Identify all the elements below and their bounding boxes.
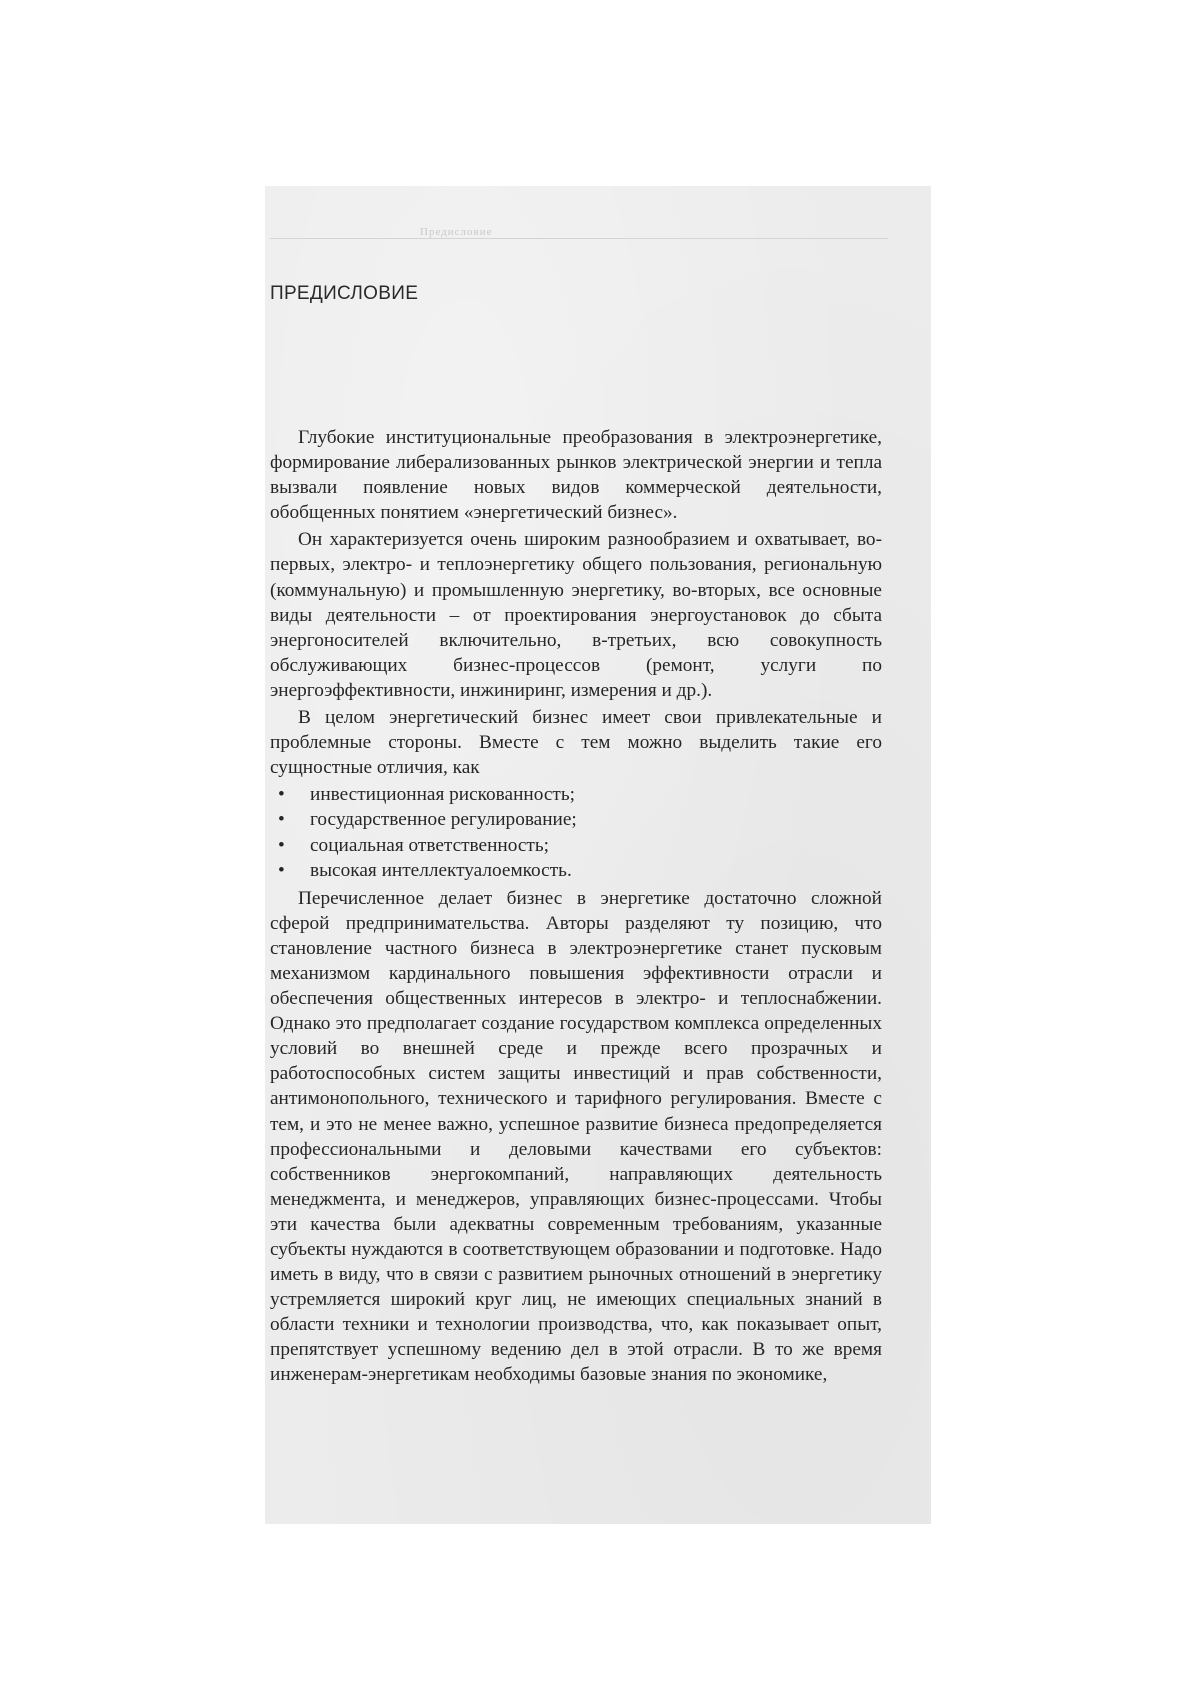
bullet-icon: • — [278, 809, 285, 831]
running-header: Предисловие — [420, 226, 493, 238]
list-item-text: государственное регулирование; — [310, 809, 577, 831]
list-item-text: инвестиционная рискованность; — [310, 784, 575, 806]
paragraph-3: В целом энергетический бизнес имеет свои привлекательные и проблемные стороны. Вместе с тем можно выделить такие его сущностные отличия, как — [270, 707, 882, 779]
paragraph-2: Он характеризуется очень широким разнообразием и охватывает, во-первых, электро- и теплоэнергетику общего пользования, региональную (коммунальную) и промышленную энергетику, во-вторых, все основные виды деятельности – от проектирования энергоустановок до сбыта энергоносителей включительно, в-третьих, всю совокупность обслуживающих бизнес-процессов (ремонт, услуги по энергоэффективности, инжиниринг, измерения и др.). — [270, 529, 882, 701]
paragraph-4: Перечисленное делает бизнес в энергетике достаточно сложной сферой предпринимательства. Авторы разделяют ту позицию, что становление частного бизнеса в электроэнергетике станет пусковым механизмом кардинального повышения эффективности отрасли и обеспечения общественных интересов в электро- и теплоснабжении. Однако это предполагает создание государством комплекса определенных условий во внешней среде и прежде всего прозрачных и работоспособных систем защиты инвестиций и прав собственности, антимонопольного, технического и тарифного регулирования. Вместе с тем, и это не менее важно, успешное развитие бизнеса предопределяется профессиональными и деловыми качествами его субъектов: собственников энергокомпаний, направляющих деятельность менеджмента, и менеджеров, управляющих бизнес-процессами. Чтобы эти качества были адекватны современным требованиям, указанные субъекты нуждаются в соответствующем образовании и подготовке. Надо иметь в виду, что в связи с развитием рыночных отношений в энергетику устремляется широкий круг лиц, не имеющих специальных знаний в области техники и технологии производства, что, как показывает опыт, препятствует успешному ведению дел в этой отрасли. В то же время инженерам-энергетикам необходимы базовые знания по экономике, — [270, 887, 882, 1386]
bullet-list — [270, 782, 882, 882]
list-item — [278, 807, 882, 832]
list-item — [278, 833, 882, 858]
list-item — [278, 782, 882, 807]
paragraph-1: Глубокие институциональные преобразования в электроэнергетике, формирование либерализованных рынков электрической энергии и тепла вызвали появление новых видов коммерческой деятельности, обобщенных понятием «энергетический бизнес». — [270, 427, 882, 524]
list-item — [278, 858, 882, 883]
list-item-text: социальная ответственность; — [310, 834, 549, 856]
bullet-icon: • — [278, 784, 285, 806]
bullet-icon: • — [278, 859, 285, 881]
header-rule — [270, 238, 888, 239]
list-item-text: высокая интеллектуалоемкость. — [310, 859, 572, 881]
bullet-icon: • — [278, 834, 285, 856]
section-title: ПРЕДИСЛОВИЕ — [270, 283, 419, 304]
body-text — [270, 425, 882, 1390]
